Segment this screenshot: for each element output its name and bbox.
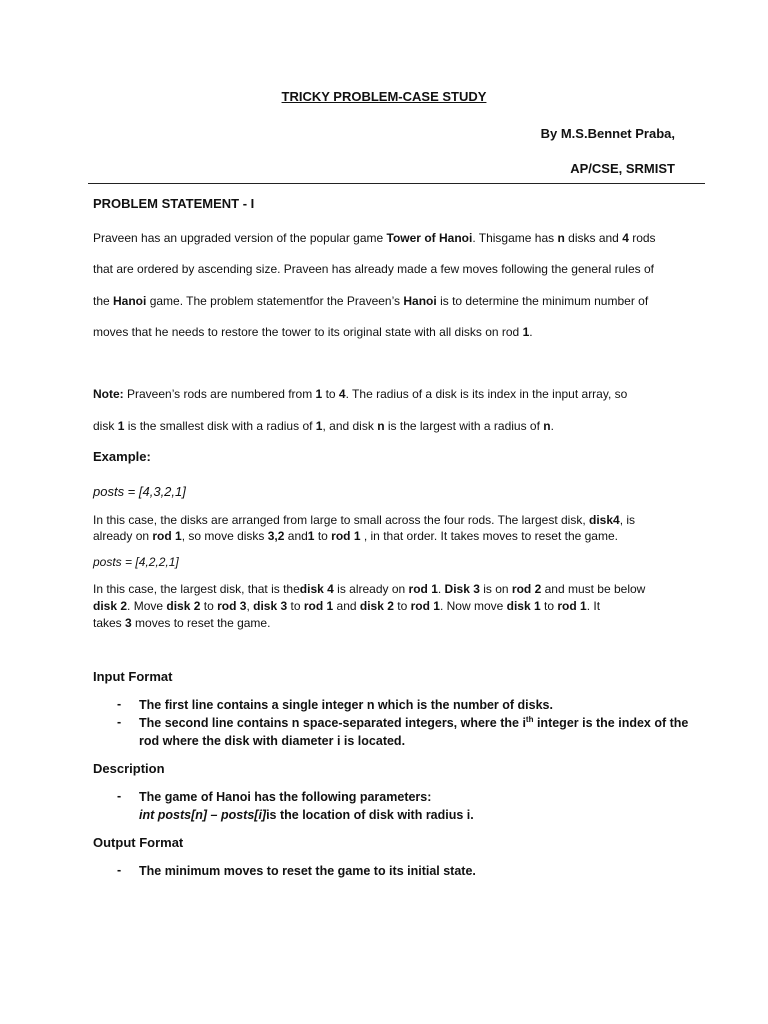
text-run: to	[314, 529, 332, 543]
text-run: disk 3	[253, 599, 288, 613]
description-item	[139, 788, 689, 824]
problem-line-3	[93, 293, 683, 309]
text-run: int posts[n] – posts[i]	[139, 808, 267, 822]
text-run: In this case, the largest disk, that is the	[93, 582, 300, 596]
input-format-heading: Input Format	[93, 669, 173, 684]
text-run: 3,2	[267, 529, 285, 543]
text-run: . Thisgame has	[472, 231, 558, 245]
header-divider	[88, 183, 705, 184]
text-run: 1	[117, 419, 125, 433]
text-run: 4	[338, 387, 346, 401]
author-byline: By M.S.Bennet Praba,	[540, 126, 675, 141]
text-run: ,	[246, 599, 254, 613]
text-run: takes	[93, 616, 126, 630]
text-run: 1	[315, 387, 323, 401]
text-run: and must be below	[541, 582, 646, 596]
text-run: 4	[622, 231, 629, 245]
text-run: n	[557, 231, 565, 245]
note-line-1	[93, 386, 683, 402]
text-run: to	[287, 599, 304, 613]
text-run: 1	[307, 529, 315, 543]
bullet-dash: -	[117, 789, 122, 803]
text-run: disks and	[564, 231, 623, 245]
document-title: TRICKY PROBLEM-CASE STUDY	[281, 89, 487, 104]
example-heading: Example:	[93, 449, 151, 464]
text-run: The second line contains n space-separated integers, where the i	[139, 716, 526, 730]
text-run: rod 1	[557, 599, 587, 613]
text-run: and	[333, 599, 360, 613]
text-run: . It	[586, 599, 601, 613]
text-run: rod where the disk with diameter i is located.	[139, 734, 406, 748]
text-run: is already on	[333, 582, 409, 596]
bullet-dash: -	[117, 863, 122, 877]
text-run: . Now move	[439, 599, 507, 613]
text-run: is to determine the minimum number of	[436, 294, 649, 308]
problem-line-2: that are ordered by ascending size. Praveen has already made a few moves following the general rules of	[93, 262, 654, 276]
example-1-posts: posts = [4,3,2,1]	[93, 484, 186, 499]
text-run: rod 2	[511, 582, 542, 596]
text-run: is the largest with a radius of	[384, 419, 544, 433]
problem-line-4	[93, 324, 683, 340]
text-run: integer is the index of the	[533, 716, 689, 730]
text-run: disk 2	[166, 599, 201, 613]
text-run: Praveen’s rods are numbered from	[123, 387, 316, 401]
text-run: Disk 3	[444, 582, 480, 596]
text-run: .	[550, 419, 554, 433]
text-run: 1	[522, 325, 530, 339]
author-affiliation: AP/CSE, SRMIST	[570, 161, 675, 176]
description-heading: Description	[93, 761, 165, 776]
text-run: n	[543, 419, 551, 433]
text-run: is the location of disk with radius i.	[266, 808, 474, 822]
example-1-line-1	[93, 512, 683, 528]
text-run: moves that he needs to restore the tower to its original state with all disks on rod	[93, 325, 523, 339]
text-run: disk 2	[93, 599, 128, 613]
text-run: disk 1	[506, 599, 541, 613]
text-run: is the smallest disk with a radius of	[124, 419, 316, 433]
example-2-posts: posts = [4,2,2,1]	[93, 555, 179, 569]
example-2-line-3	[93, 615, 683, 631]
text-run: Hanoi	[113, 294, 147, 308]
text-run: The game of Hanoi has the following parameters:	[139, 790, 432, 804]
text-run: 1	[315, 419, 323, 433]
text-run: rod 3	[217, 599, 247, 613]
example-1-line-2	[93, 528, 683, 544]
text-run: , in that order. It takes moves to reset the game.	[360, 529, 618, 543]
text-run: to	[200, 599, 218, 613]
text-run: game. The problem statementfor the Praveen’s	[146, 294, 404, 308]
text-run: rod 1	[152, 529, 182, 543]
text-run: 3	[125, 616, 132, 630]
text-run: to	[393, 599, 411, 613]
input-item-1: The first line contains a single integer n which is the number of disks.	[139, 698, 553, 712]
example-2-line-1	[93, 581, 683, 597]
text-run: . The radius of a disk is its index in the input array, so	[345, 387, 628, 401]
problem-statement-heading: PROBLEM STATEMENT - I	[93, 196, 255, 211]
note-line-2	[93, 418, 683, 434]
text-run: disk4	[589, 513, 620, 527]
text-run: disk 4	[299, 582, 334, 596]
text-run: n	[377, 419, 385, 433]
text-run: Hanoi	[403, 294, 437, 308]
example-2-line-2	[93, 598, 683, 614]
text-run: already on	[93, 529, 153, 543]
output-format-heading: Output Format	[93, 835, 184, 850]
text-run: disk	[93, 419, 118, 433]
text-run: Tower of Hanoi	[386, 231, 473, 245]
text-run: Praveen has an upgraded version of the popular game	[93, 231, 387, 245]
superscript: th	[525, 714, 534, 724]
bullet-dash: -	[117, 715, 122, 729]
text-run: rod 1	[331, 529, 361, 543]
text-run: the	[93, 294, 114, 308]
note-label: Note:	[93, 387, 124, 401]
input-item-2	[139, 714, 689, 750]
text-run: is on	[479, 582, 512, 596]
problem-line-1	[93, 230, 683, 246]
text-run: rod 1	[303, 599, 334, 613]
text-run: .	[437, 582, 445, 596]
text-run: rod 1	[410, 599, 440, 613]
text-run: disk 2	[359, 599, 394, 613]
text-run: moves to reset the game.	[131, 616, 271, 630]
text-run: In this case, the disks are arranged from large to small across the four rods. The largest disk,	[93, 513, 590, 527]
text-run: to	[540, 599, 558, 613]
text-run: to	[322, 387, 339, 401]
text-run: rods	[628, 231, 656, 245]
text-run: , is	[619, 513, 636, 527]
text-run: and	[284, 529, 308, 543]
text-run: rod 1	[408, 582, 438, 596]
text-run: .	[529, 325, 533, 339]
text-run: , and disk	[322, 419, 378, 433]
text-run: , so move disks	[181, 529, 268, 543]
output-item-1: The minimum moves to reset the game to its initial state.	[139, 864, 476, 878]
bullet-dash: -	[117, 697, 122, 711]
text-run: . Move	[127, 599, 167, 613]
